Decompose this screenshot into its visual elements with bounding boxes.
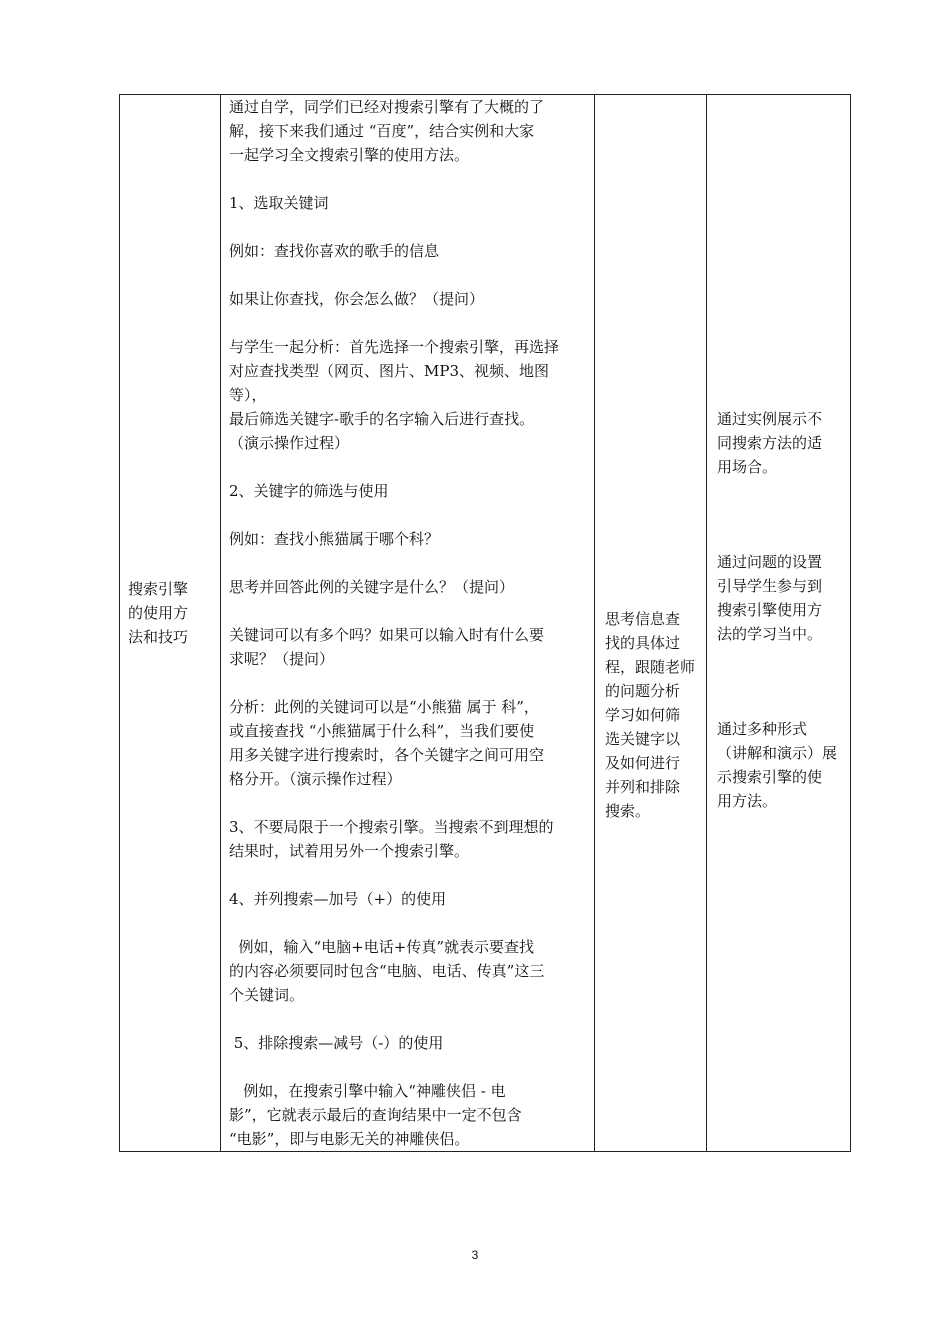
content-line: 与学生一起分析：首先选择一个搜索引擎，再选择 — [229, 338, 560, 356]
content-line: 格分开。（演示操作过程） — [229, 770, 402, 788]
page-number: 3 — [471, 1248, 479, 1262]
topic-line: 法和技巧 — [128, 628, 189, 646]
intent-line: 通过问题的设置 — [717, 553, 823, 571]
content-line: 影”，它就表示最后的查询结果中一定不包含 — [229, 1106, 522, 1124]
content-line: 一起学习全文搜索引擎的使用方法。 — [229, 146, 470, 164]
content-line: 或直接查找 “小熊猫属于什么科”，当我们要使 — [229, 722, 535, 740]
content-line: 个关键词。 — [229, 986, 305, 1004]
content-line: 思考并回答此例的关键字是什么？（提问） — [229, 578, 515, 596]
content-line: 例如，输入“电脑+电话+传真”就表示要查找 — [229, 938, 535, 956]
intent-line: 用方法。 — [717, 792, 778, 810]
lesson-plan-table — [119, 94, 851, 1152]
student-line: 程，跟随老师 — [605, 658, 696, 676]
content-line: （演示操作过程） — [229, 434, 350, 452]
content-line: 例如，在搜索引擎中输入“神雕侠侣 - 电 — [229, 1082, 506, 1100]
student-line: 搜索。 — [605, 802, 651, 820]
intent-line: 通过多种形式 — [717, 720, 808, 738]
content-line: 3、不要局限于一个搜索引擎。当搜索不到理想的 — [229, 818, 554, 836]
topic-cell — [120, 95, 221, 1152]
content-line: 如果让你查找，你会怎么做？（提问） — [229, 290, 485, 308]
content-line: “电影”，即与电影无关的神雕侠侣。 — [229, 1130, 470, 1148]
content-line: 1、选取关键词 — [229, 194, 329, 212]
intent-line: 搜索引擎使用方 — [717, 601, 823, 619]
student-line: 思考信息查 — [605, 610, 681, 628]
intent-line: 通过实例展示不 — [717, 410, 823, 428]
student-line: 选关键字以 — [605, 730, 681, 748]
intent-paragraph — [717, 407, 844, 479]
content-line: 结果时，试着用另外一个搜索引擎。 — [229, 842, 470, 860]
content-line: 最后筛选关键字-歌手的名字输入后进行查找。 — [229, 410, 535, 428]
intent-line: 示搜索引擎的使 — [717, 768, 823, 786]
content-line: 例如：查找你喜欢的歌手的信息 — [229, 242, 440, 260]
content-line: 4、并列搜索—加号（+）的使用 — [229, 890, 447, 908]
intent-line: 法的学习当中。 — [717, 625, 823, 643]
student-line: 学习如何筛 — [605, 706, 681, 724]
content-line: 用多关键字进行搜索时，各个关键字之间可用空 — [229, 746, 545, 764]
content-line: 通过自学，同学们已经对搜索引擎有了大概的了 — [229, 98, 545, 116]
intent-line: （讲解和演示）展 — [717, 744, 838, 762]
intent-paragraph — [717, 717, 844, 813]
table-row — [120, 95, 851, 1152]
content-line: 求呢？（提问） — [229, 650, 335, 668]
intent-line: 同搜索方法的适 — [717, 434, 823, 452]
intent-line: 引导学生参与到 — [717, 577, 823, 595]
teaching-content-cell — [221, 95, 595, 1152]
content-line: 5、排除搜索—减号（-）的使用 — [229, 1034, 444, 1052]
content-line: 对应查找类型（网页、图片、MP3、视频、地图等）， — [229, 362, 549, 404]
content-line: 解，接下来我们通过 “百度”，结合实例和大家 — [229, 122, 535, 140]
topic-line: 的使用方 — [128, 604, 189, 622]
student-line: 找的具体过 — [605, 634, 681, 652]
content-line: 分析：此例的关键词可以是“小熊猫 属于 科”， — [229, 698, 539, 716]
content-line: 关键词可以有多个吗？如果可以输入时有什么要 — [229, 626, 545, 644]
intent-line: 用场合。 — [717, 458, 778, 476]
content-line: 2、关键字的筛选与使用 — [229, 482, 389, 500]
content-line: 例如：查找小熊猫属于哪个科？ — [229, 530, 440, 548]
topic-line: 搜索引擎 — [128, 580, 189, 598]
student-line: 的问题分析 — [605, 682, 681, 700]
student-activity-cell — [595, 95, 707, 1152]
intent-paragraph — [717, 550, 844, 646]
design-intent-cell — [707, 95, 851, 1152]
student-line: 及如何进行 — [605, 754, 681, 772]
student-line: 并列和排除 — [605, 778, 681, 796]
content-line: 的内容必须要同时包含“电脑、电话、传真”这三 — [229, 962, 545, 980]
